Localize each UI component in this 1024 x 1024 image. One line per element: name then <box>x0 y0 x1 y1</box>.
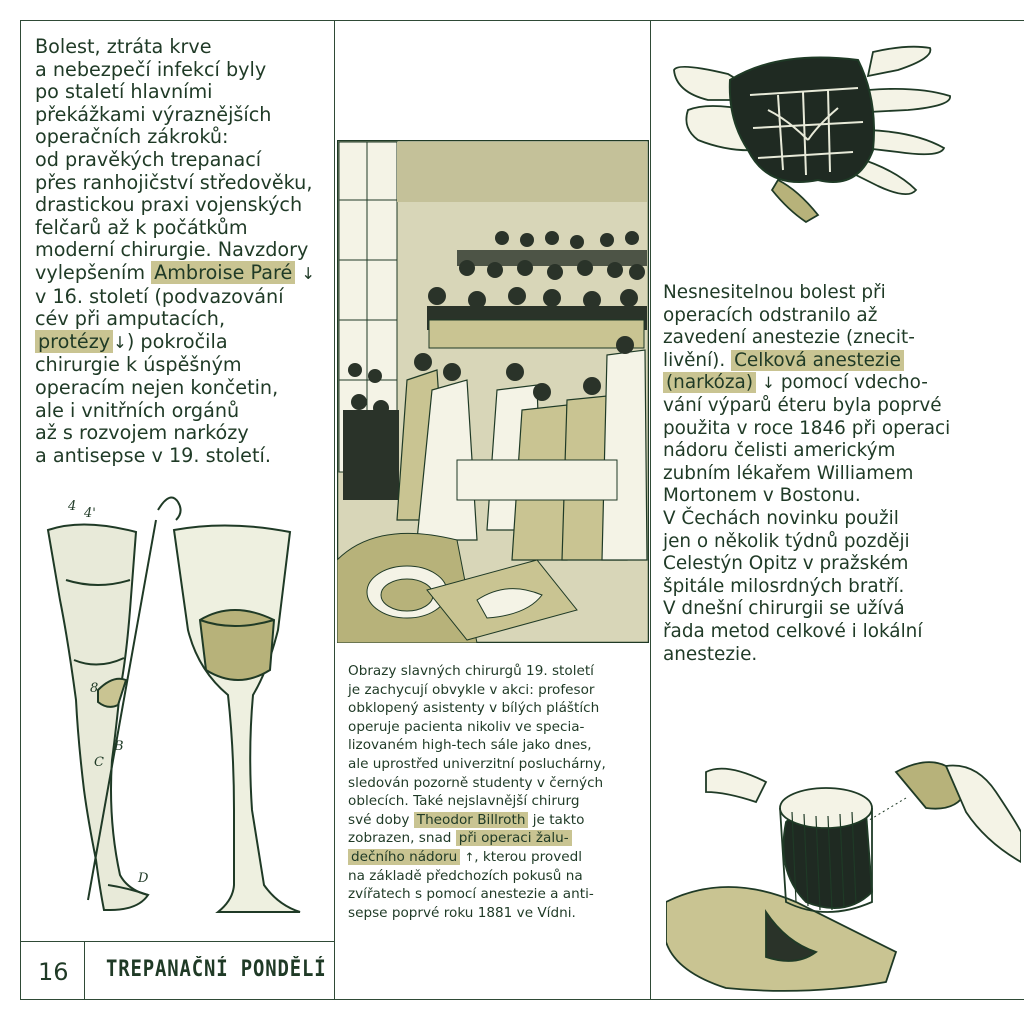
text-line: v 16. století (podvazování <box>35 284 284 308</box>
text-line: zavedení anestezie (znecit- <box>663 327 915 349</box>
text-line: operuje pacienta nikoliv ve specia- <box>348 718 585 735</box>
text-line: je zachycují obvykle v akci: profesor <box>348 681 595 698</box>
text-line: použita v roce 1846 při operaci <box>663 417 951 439</box>
text-line <box>663 372 1021 395</box>
text-span: pomocí vdecho- <box>774 372 928 394</box>
page-number: 16 <box>38 958 69 986</box>
link-general-anesthesia[interactable]: Celková anestezie <box>731 350 904 371</box>
text-line: felčarů až k počátkům <box>35 215 248 239</box>
column-divider-1 <box>334 20 335 1000</box>
arrow-down-icon: ↓ <box>301 263 316 283</box>
text-line: chirurgie k úspěšným <box>35 353 242 377</box>
text-line: V dnešní chirurgii se užívá <box>663 598 905 620</box>
operating-theater-illustration <box>337 140 649 643</box>
text-line: zvířatech s pomocí anestezie a anti- <box>348 886 594 903</box>
leg-label: 4' <box>84 506 96 521</box>
column-divider-2 <box>650 20 651 1000</box>
hand-illustration <box>668 40 958 230</box>
text-line: Celestýn Opitz v pražském <box>663 553 909 575</box>
text-line <box>35 331 330 355</box>
text-line: drastickou praxi vojenských <box>35 193 303 217</box>
text-line: moderní chirurgie. Navzdory <box>35 238 309 262</box>
text-line: sledován pozorně studenty v černých <box>348 774 604 791</box>
link-theodor-billroth[interactable]: Theodor Billroth <box>414 812 529 828</box>
arrow-up-icon: ↑ <box>464 849 475 864</box>
text-line: a antisepse v 19. století. <box>35 443 271 467</box>
text-line: až s rozvojem narkózy <box>35 421 249 445</box>
leg-label: 8 <box>90 681 99 696</box>
ether-mask-illustration <box>666 752 1021 996</box>
caption-paragraph <box>348 662 648 922</box>
leg-label: C <box>94 755 104 770</box>
text-line: cév při amputacích, <box>35 307 226 331</box>
leg-label: 4 <box>68 499 77 514</box>
leg-label: D <box>138 871 149 886</box>
text-line <box>348 811 648 830</box>
link-narcosis[interactable]: (narkóza) <box>663 372 756 393</box>
text-line: lizovaném high-tech sále jako dnes, <box>348 737 592 754</box>
text-line: přes ranhojičství středověku, <box>35 170 313 194</box>
text-line: sepse poprvé roku 1881 ve Vídni. <box>348 904 576 921</box>
page-border-top <box>20 20 1024 21</box>
text-line: anestezie. <box>663 643 758 665</box>
text-line: operacích odstranilo až <box>663 304 878 326</box>
text-line <box>348 829 648 848</box>
text-line: Obrazy slavných chirurgů 19. století <box>348 663 594 679</box>
intro-paragraph <box>35 36 330 467</box>
chapter-title: TREPANAČNÍ PONDĚLÍ <box>106 957 327 982</box>
link-proteze[interactable]: protézy <box>35 330 113 353</box>
link-gastric-operation[interactable]: dečního nádoru <box>348 849 460 865</box>
text-line: řada metod celkové i lokální <box>663 620 923 642</box>
text-span: , kterou provedl <box>474 848 583 865</box>
text-span: livění). <box>663 349 732 371</box>
text-line: Bolest, ztráta krve <box>35 35 212 58</box>
text-line: operacím nejen končetin, <box>35 375 279 399</box>
text-span: je takto <box>528 811 585 828</box>
text-line: po staletí hlavními <box>35 80 213 104</box>
text-line: a nebezpečí infekcí byly <box>35 57 267 81</box>
arrow-down-icon: ↓ <box>113 332 127 352</box>
leg-label: B <box>114 739 124 754</box>
footer-divider <box>84 941 85 1000</box>
text-line <box>35 262 330 286</box>
anesthesia-paragraph <box>663 282 1021 666</box>
arrow-down-icon: ↓ <box>761 373 775 393</box>
link-ambroise-pare[interactable]: Ambroise Paré <box>151 261 295 284</box>
text-line <box>663 350 1021 373</box>
text-line: od pravěkých trepanací <box>35 147 262 171</box>
text-line: nádoru čelisti americkým <box>663 440 896 462</box>
page-border-bottom <box>20 999 1024 1000</box>
prosthetic-legs-illustration <box>38 490 310 935</box>
text-span: zobrazen, snad <box>348 830 456 847</box>
text-span: ) pokročila <box>126 329 228 353</box>
text-line: ale i vnitřních orgánů <box>35 398 240 422</box>
page-border-left <box>20 20 21 1000</box>
text-span: své doby <box>348 811 414 828</box>
text-line: obklopený asistenty v bílých pláštích <box>348 700 600 717</box>
text-line: špitále milosrdných bratří. <box>663 575 905 597</box>
text-line: vání výparů éteru byla poprvé <box>663 394 942 416</box>
link-gastric-operation[interactable]: při operaci žalu- <box>456 830 572 846</box>
footer-rule <box>20 941 334 942</box>
text-line: na základě předchozích pokusů na <box>348 867 583 884</box>
text-line: operačních zákroků: <box>35 125 229 149</box>
text-line: zubním lékařem Williamem <box>663 462 914 484</box>
text-line: ale uprostřed univerzitní posluchárny, <box>348 755 606 772</box>
text-line: Mortonem v Bostonu. <box>663 485 861 507</box>
text-line: Nesnesitelnou bolest při <box>663 282 886 303</box>
text-line <box>348 848 648 867</box>
text-line: V Čechách novinku použil <box>663 507 899 529</box>
text-line: jen o několik týdnů později <box>663 530 910 552</box>
text-line: překážkami výraznějších <box>35 102 272 126</box>
text-span: vylepšením <box>35 260 152 284</box>
text-line: oblecích. Také nejslavnější chirurg <box>348 793 580 810</box>
